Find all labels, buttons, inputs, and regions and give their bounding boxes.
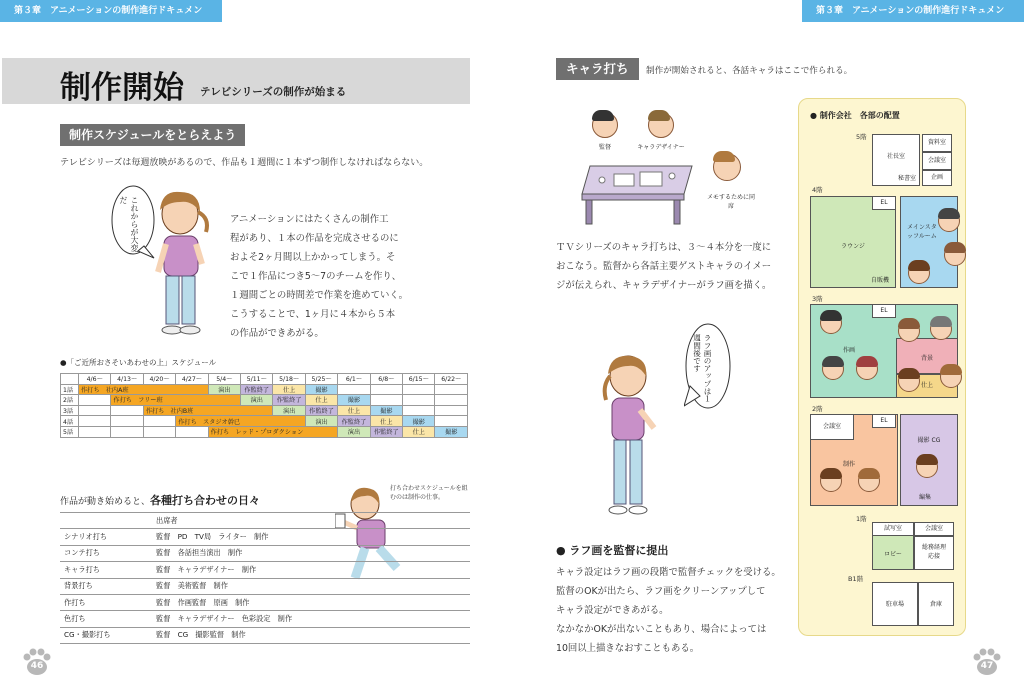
- schedule-week-header: 6/8〜: [370, 374, 402, 385]
- schedule-phase-cell: 撮影: [338, 395, 370, 406]
- schedule-empty-cell: [403, 405, 435, 416]
- schedule-production-bar: 作打ち 社内A班: [79, 384, 209, 395]
- schedule-empty-cell: [435, 405, 468, 416]
- room-planning: [922, 170, 952, 186]
- schedule-phase-cell: 作監終了: [338, 416, 370, 427]
- meetings-row: [60, 545, 470, 561]
- para-line: こで１作品につき5〜7のチームを作り、: [230, 271, 402, 282]
- label-memo: メモするために同席: [706, 194, 755, 210]
- schedule-empty-cell: [435, 395, 468, 406]
- schedule-phase-cell: 演出: [208, 384, 240, 395]
- room-label: 会議室: [924, 525, 943, 532]
- page-number-left: 46: [30, 661, 44, 671]
- schedule-phase-cell: 仕上: [305, 395, 337, 406]
- schedule-phase-cell: 演出: [305, 416, 337, 427]
- schedule-empty-cell: [111, 416, 143, 427]
- room-label: 自販機: [870, 277, 889, 284]
- room-label: 企画: [930, 174, 943, 181]
- room-label: 背景: [920, 355, 933, 362]
- production-face: [713, 153, 741, 181]
- schedule-phase-cell: 作監終了: [273, 395, 305, 406]
- schedule-phase-cell: 撮影: [403, 416, 435, 427]
- para-line: 程があり、１本の作品を完成させるのに: [230, 233, 399, 244]
- meeting-name: 色打ち: [60, 611, 152, 627]
- room-parking: [872, 582, 918, 626]
- rough-explanation: [556, 563, 796, 658]
- schedule-row: [61, 416, 468, 427]
- staff-face: [898, 370, 920, 392]
- schedule-empty-cell: [143, 416, 175, 427]
- room-meeting-5: [922, 152, 952, 170]
- room-archive: [922, 134, 952, 152]
- meetings-row: [60, 562, 470, 578]
- room-label: 撮影 CG: [917, 437, 941, 444]
- schedule-empty-cell: [338, 384, 370, 395]
- room-label: 仕上: [920, 382, 933, 389]
- schedule-explanation: [230, 210, 410, 343]
- meeting-attendees: 監督 CG 撮影監督 制作: [152, 627, 470, 643]
- room-secretary: [872, 172, 920, 186]
- schedule-empty-cell: [370, 395, 402, 406]
- room-label: ロビー: [884, 551, 902, 558]
- schedule-production-bar: 作打ち スタジオ幹已: [176, 416, 306, 427]
- room-elevator-2: [872, 414, 896, 428]
- schedule-phase-cell: 演出: [241, 395, 273, 406]
- room-label: 会議室: [927, 157, 946, 164]
- schedule-week-header: 5/11〜: [241, 374, 273, 385]
- schedule-phase-cell: 撮影: [305, 384, 337, 395]
- para-line: ジが伝えられ、キャラデザイナーがラフ画を描く。: [556, 280, 772, 291]
- schedule-phase-cell: 作監終了: [241, 384, 273, 395]
- schedule-week-header: 6/15〜: [403, 374, 435, 385]
- speech-bubble-right-text: ラフ画のアップは１週間後です: [692, 334, 712, 403]
- staff-face: [858, 470, 880, 492]
- staff-face: [820, 312, 842, 334]
- room-label: 倉庫: [929, 601, 942, 608]
- schedule-production-bar: 作打ち 社内B班: [143, 405, 273, 416]
- staff-face: [944, 244, 966, 266]
- schedule-corner: [61, 374, 79, 385]
- schedule-header-row: [61, 374, 468, 385]
- room-label: 社長室: [886, 153, 905, 160]
- para-line: １週間ごとの時間差で作業を進めていく。: [230, 290, 408, 301]
- floor-label-3: 3階: [812, 295, 823, 303]
- meeting-name: CG・撮影打ち: [60, 627, 152, 643]
- schedule-episode: 5話: [61, 426, 79, 437]
- para-line: 監督のOKが出たら、ラフ画をクリーンアップして: [556, 586, 766, 597]
- schedule-week-header: 4/13〜: [111, 374, 143, 385]
- meetings-col-header: 出席者: [152, 513, 470, 529]
- room-label: 総務経理: [921, 544, 946, 551]
- staff-face: [916, 456, 938, 478]
- schedule-empty-cell: [79, 426, 111, 437]
- meetings-row: [60, 611, 470, 627]
- staff-face: [856, 358, 878, 380]
- meetings-table: [60, 512, 470, 644]
- meetings-heading-pre: 作品が動き始めると、: [60, 497, 151, 507]
- page-title: 制作開始: [60, 70, 184, 106]
- designer-face: [648, 112, 674, 138]
- schedule-empty-cell: [435, 416, 468, 427]
- schedule-row: [61, 426, 468, 437]
- schedule-phase-cell: 演出: [338, 426, 370, 437]
- schedule-row: [61, 405, 468, 416]
- para-line: こうすることで、1ヶ月に４本から５本: [230, 309, 396, 320]
- director-face: [592, 112, 618, 138]
- room-preview: [872, 522, 914, 536]
- section-heading-chara: キャラ打ち: [556, 58, 639, 80]
- schedule-caption: ●「ご近所おさそいあわせの上」スケジュール: [60, 358, 217, 367]
- staff-face: [908, 262, 930, 284]
- section-heading-schedule: 制作スケジュールをとらえよう: [60, 124, 245, 146]
- room-label: 応接: [927, 553, 940, 560]
- meetings-heading-lead: [60, 492, 260, 508]
- schedule-week-header: 4/6〜: [79, 374, 111, 385]
- schedule-phase-cell: 仕上: [273, 384, 305, 395]
- schedule-production-bar: 作打ち フリー班: [111, 395, 241, 406]
- staff-face: [938, 210, 960, 232]
- room-label: 作画: [843, 347, 856, 354]
- floor-label-1: 1階: [856, 515, 867, 523]
- room-label: 駐車場: [885, 601, 904, 608]
- thinking-girl-illustration: [596, 348, 666, 518]
- schedule-empty-cell: [79, 395, 111, 406]
- floor-label-b1: B1階: [848, 575, 864, 583]
- schedule-week-header: 4/20〜: [143, 374, 175, 385]
- para-line: キャラ設定はラフ画の段階で監督チェックを受ける。: [556, 567, 781, 578]
- meetings-row: [60, 529, 470, 545]
- schedule-empty-cell: [403, 384, 435, 395]
- meetings-row: [60, 594, 470, 610]
- label-designer: キャラデザイナー: [637, 144, 685, 151]
- meeting-attendees: 監督 キャラデザイナー 制作: [152, 562, 470, 578]
- schedule-phase-cell: 仕上: [403, 426, 435, 437]
- para-line: の作品ができあがる。: [230, 328, 324, 339]
- room-label: 試写室: [883, 525, 902, 532]
- schedule-phase-cell: 仕上: [370, 416, 402, 427]
- schedule-episode: 3話: [61, 405, 79, 416]
- schedule-empty-cell: [79, 405, 111, 416]
- para-line: 10回以上描きなおすこともある。: [556, 643, 700, 654]
- meeting-name: 作打ち: [60, 594, 152, 610]
- schedule-phase-cell: 撮影: [435, 426, 468, 437]
- chapter-tab-left: 第３章 アニメーションの制作進行ドキュメント: [0, 0, 222, 22]
- schedule-phase-cell: 作監終了: [370, 426, 402, 437]
- schedule-production-bar: 作打ち レッド・プロダクション: [208, 426, 338, 437]
- schedule-week-header: 6/22〜: [435, 374, 468, 385]
- para-line: ＴＶシリーズのキャラ打ちは、３〜４本分を一度に: [556, 242, 772, 253]
- schedule-phase-cell: 撮影: [370, 405, 402, 416]
- staff-face: [930, 318, 952, 340]
- page-subtitle: テレビシリーズの制作が始まる: [200, 86, 347, 98]
- meeting-name: 背景打ち: [60, 578, 152, 594]
- room-label: 資料室: [927, 139, 946, 146]
- schedule-phase-cell: 仕上: [338, 405, 370, 416]
- schedule-row: [61, 395, 468, 406]
- schedule-week-header: 5/25〜: [305, 374, 337, 385]
- meetings-row: [60, 578, 470, 594]
- room-label: ラウンジ: [841, 243, 865, 250]
- para-line: キャラ設定ができあがる。: [556, 605, 669, 616]
- speech-bubble-text: これからが大変だ: [119, 196, 139, 252]
- floor-plan-title: ● 制作会社 各部の配置: [810, 111, 900, 120]
- meeting-attendees: 監督 作画監督 原画 制作: [152, 594, 470, 610]
- schedule-empty-cell: [176, 426, 208, 437]
- intro-text: テレビシリーズは毎週放映があるので、作品も１週間に１本ずつ制作しなければならない。: [60, 158, 429, 168]
- schedule-table: [60, 373, 468, 438]
- staff-face: [822, 358, 844, 380]
- schedule-week-header: 4/27〜: [176, 374, 208, 385]
- schedule-empty-cell: [111, 405, 143, 416]
- meeting-table-illustration: [580, 160, 700, 226]
- schedule-empty-cell: [143, 426, 175, 437]
- meeting-name: キャラ打ち: [60, 562, 152, 578]
- staff-face: [820, 470, 842, 492]
- room-elevator-4: [872, 196, 896, 210]
- room-meeting-2: [810, 414, 854, 440]
- subsection-heading: ● ラフ画を監督に提出: [556, 544, 669, 557]
- para-line: アニメーションにはたくさんの制作工: [230, 214, 389, 225]
- schedule-phase-cell: 演出: [273, 405, 305, 416]
- room-storage: [918, 582, 954, 626]
- para-line: おこなう。監督から各話主要ゲストキャラのイメー: [556, 261, 772, 272]
- room-meeting-1: [914, 522, 954, 536]
- girl-illustration: [140, 184, 220, 339]
- chara-explanation: [556, 238, 776, 295]
- meeting-attendees: 監督 各話担当演出 制作: [152, 545, 470, 561]
- meeting-name: シナリオ打ち: [60, 529, 152, 545]
- room-label: 秘書室: [897, 175, 916, 182]
- schedule-week-header: 5/4〜: [208, 374, 240, 385]
- schedule-episode: 4話: [61, 416, 79, 427]
- room-label: 編集: [919, 494, 932, 501]
- meeting-name: コンテ打ち: [60, 545, 152, 561]
- schedule-row: [61, 384, 468, 395]
- schedule-note: 打ち合わせスケジュールを組むのは制作の仕事。: [390, 485, 468, 501]
- meetings-corner: [60, 513, 152, 529]
- schedule-empty-cell: [79, 416, 111, 427]
- schedule-phase-cell: 作監終了: [305, 405, 337, 416]
- floor-label-2: 2階: [812, 405, 823, 413]
- schedule-week-header: 6/1〜: [338, 374, 370, 385]
- meetings-heading: 各種打ち合わせの日々: [150, 494, 261, 507]
- section-lead: 制作が開始されると、各話キャラはここで作られる。: [646, 66, 853, 76]
- room-label: 制作: [843, 461, 856, 468]
- room-label: メインスタッフルーム: [907, 224, 937, 240]
- floor-label-4: 4階: [812, 186, 823, 194]
- schedule-week-header: 5/18〜: [273, 374, 305, 385]
- chapter-tab-right: 第３章 アニメーションの制作進行ドキュメント: [802, 0, 1024, 22]
- room-label: EL: [880, 417, 888, 424]
- label-director: 監督: [598, 144, 611, 151]
- page-number-right: 47: [980, 661, 994, 671]
- meetings-header-row: [60, 513, 470, 529]
- room-general: [914, 536, 954, 570]
- schedule-empty-cell: [111, 426, 143, 437]
- meetings-row: [60, 627, 470, 643]
- para-line: なかなかOKが出ないこともあり、場合によっては: [556, 624, 767, 635]
- meeting-attendees: 監督 PD TV局 ライター 制作: [152, 529, 470, 545]
- floor-label-5: 5階: [856, 133, 867, 141]
- meeting-attendees: 監督 キャラデザイナー 色彩設定 制作: [152, 611, 470, 627]
- room-elevator-3: [872, 304, 896, 318]
- schedule-episode: 1話: [61, 384, 79, 395]
- schedule-empty-cell: [370, 384, 402, 395]
- para-line: およそ2ヶ月間以上かかってしまう。そ: [230, 252, 396, 263]
- schedule-empty-cell: [435, 384, 468, 395]
- staff-face: [940, 366, 962, 388]
- schedule-empty-cell: [403, 395, 435, 406]
- room-label: 会議室: [822, 423, 841, 430]
- room-label: EL: [880, 199, 888, 206]
- room-label: EL: [880, 307, 888, 314]
- schedule-episode: 2話: [61, 395, 79, 406]
- meeting-attendees: 監督 美術監督 制作: [152, 578, 470, 594]
- staff-face: [898, 320, 920, 342]
